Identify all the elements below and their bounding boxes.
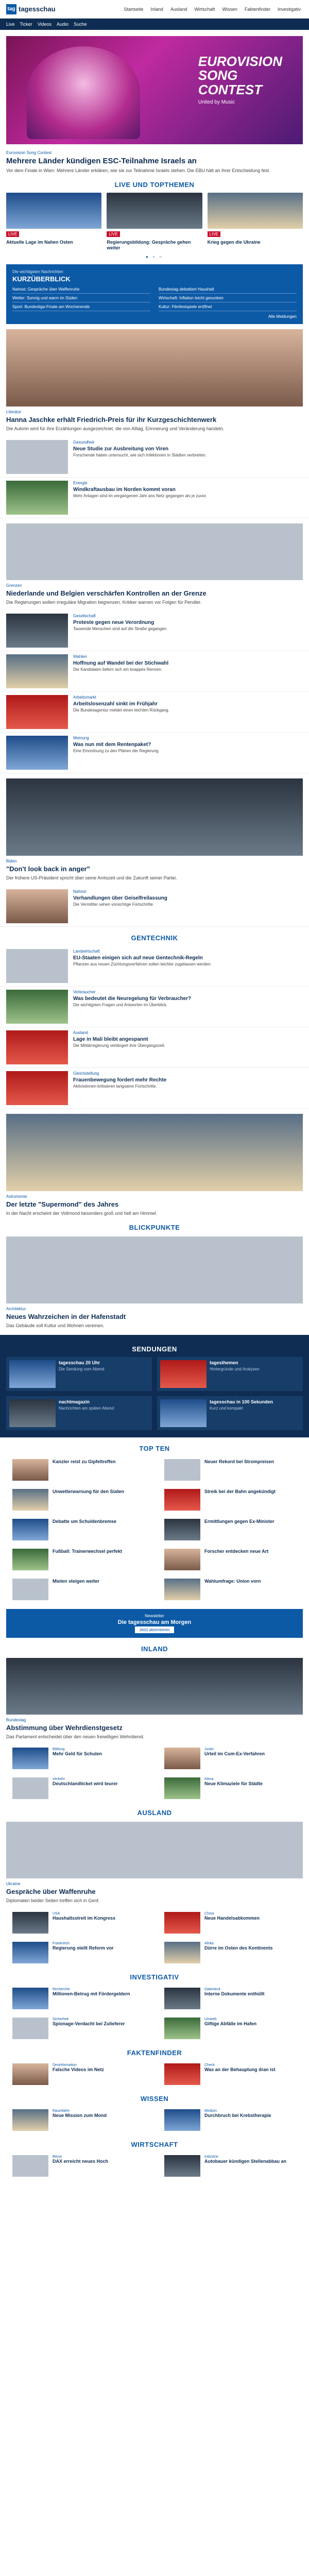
teaser-kicker: Afrika (204, 1941, 214, 1945)
top10-image (164, 1579, 200, 1600)
teaser-title: Haushaltsstreit im Kongress (53, 1915, 116, 1921)
teaser-image (164, 2155, 200, 2177)
teaser-image (6, 695, 68, 729)
teaser-title: Millionen-Betrug mit Fördergeldern (53, 1991, 130, 1996)
top10-text: Wahlumfrage: Union vorn (204, 1579, 261, 1584)
teaser-image (164, 1988, 200, 2009)
sub-nav-item[interactable]: Ticker (20, 22, 32, 27)
hero-kicker: Eurovision Song Contest (6, 150, 52, 155)
teaser-kicker: China (204, 1911, 214, 1916)
nav-item[interactable]: Wirtschaft (194, 6, 215, 12)
hero-image[interactable] (6, 36, 303, 144)
teaser-kicker: Gesundheit (73, 439, 94, 445)
inland-title: INLAND (141, 1645, 168, 1653)
teaser-image (6, 949, 68, 983)
teaser-kicker: Gleichstellung (73, 1071, 99, 1076)
blickpunkte-kicker: Architektur (6, 1307, 26, 1312)
gentechnik-title: GENTECHNIK (131, 934, 178, 942)
teaser-title: Giftige Abfälle im Hafen (204, 2021, 257, 2026)
ausland-text: Diplomaten beider Seiten treffen sich in Genf. (6, 1898, 100, 1904)
teaser-title: Interne Dokumente enthüllt (204, 1991, 265, 1996)
live-image (208, 193, 303, 229)
top-bar (0, 0, 309, 19)
teaser-text: Forschende haben untersucht, wie sich Infektionen in Städten verbreiten. (73, 452, 207, 457)
teaser-image (12, 1988, 48, 2009)
wide-image (6, 523, 303, 580)
top10-item[interactable] (158, 1576, 303, 1603)
teaser-image (6, 440, 68, 474)
wissen-item[interactable] (158, 2107, 303, 2133)
top10-image (12, 1549, 48, 1570)
sendung-sub: Hintergründe und Analysen (210, 1367, 260, 1372)
teaser-text: Tausende Menschen sind auf die Straße gegangen. (73, 626, 168, 631)
top10-text: Debatte um Schuldenbremse (53, 1519, 117, 1524)
esc-tagline: United by Music (198, 99, 235, 105)
bigstory-headline[interactable]: "Don't look back in anger" (6, 865, 90, 873)
live-badge: LIVE (6, 231, 19, 237)
stage-graphic (27, 46, 140, 139)
teaser-kicker: Bildung (53, 1748, 65, 1752)
top10-item[interactable] (6, 1516, 151, 1543)
list-item[interactable] (0, 437, 309, 478)
kurz-item[interactable]: Bundestag debattiert Haushalt (159, 287, 297, 294)
ausland-item[interactable] (6, 1909, 151, 1936)
ausland-headline[interactable]: Gespräche über Waffenruhe (6, 1888, 96, 1896)
sendung-card[interactable] (157, 1357, 303, 1391)
teaser-kicker: Check (204, 2063, 215, 2067)
blickpunkte-image (6, 1236, 303, 1303)
teaser-title: DAX erreicht neues Hoch (53, 2158, 109, 2164)
teaser-title: Neue Klimaziele für Städte (204, 1781, 263, 1787)
list-item[interactable] (0, 733, 309, 773)
teaser-text: Die Kandidaten liefern sich ein knappes Rennen. (73, 667, 163, 672)
teaser-image (12, 2063, 48, 2085)
bigstory-kicker: Biden (6, 858, 17, 863)
teaser-title: Autobauer kündigen Stellenabbau an (204, 2158, 287, 2164)
ausland-image (6, 1822, 303, 1878)
teaser-image (164, 1942, 200, 1963)
investigativ-list (0, 1985, 309, 2042)
live-section-title: LIVE UND TOPTHEMEN (114, 181, 195, 189)
top10-item[interactable] (158, 1546, 303, 1573)
teaser-kicker: Sicherheit (53, 2017, 69, 2021)
sendung-card[interactable] (157, 1396, 303, 1430)
nav-item[interactable]: Wissen (222, 6, 237, 12)
ausland-lead[interactable] (6, 1822, 303, 1904)
teaser-kicker: Desinformation (53, 2063, 77, 2067)
wide-teaser[interactable] (6, 523, 303, 605)
nav-item[interactable]: Investigativ (277, 6, 301, 12)
wide-headline[interactable]: Niederlande und Belgien verschärfen Kontrollen an der Grenze (6, 589, 207, 597)
sendung-title: tagesschau 20 Uhr (59, 1360, 100, 1366)
wissen-item[interactable] (6, 2107, 151, 2133)
faktenfinder-item[interactable] (158, 2061, 303, 2088)
live-card[interactable] (6, 193, 101, 251)
wirtschaft-item[interactable] (158, 2153, 303, 2179)
nav-item[interactable]: Inland (150, 6, 163, 12)
list-item[interactable] (0, 651, 309, 692)
teaser-kicker: Frankreich (53, 1941, 70, 1945)
teaser-title: Spionage-Verdacht bei Zulieferer (53, 2021, 125, 2026)
teaser-title[interactable]: Hoffnung auf Wandel bei der Stichwahl (73, 660, 169, 666)
teaser-kicker: Raumfahrt (53, 2109, 70, 2113)
top10-image (12, 1519, 48, 1540)
hero-headline[interactable]: Mehrere Länder kündigen ESC-Teilnahme Israels an (6, 157, 197, 165)
teaser-kicker: Verbraucher (73, 990, 96, 995)
kurz-list (12, 287, 297, 311)
top10-text: Forscher entdecken neue Art (204, 1549, 269, 1554)
teaser-title: Durchbruch bei Krebstherapie (204, 2112, 271, 2118)
top10-text: Mieten steigen weiter (53, 1579, 100, 1584)
sendungen-title: SENDUNGEN (132, 1345, 177, 1353)
teaser-image (12, 1777, 48, 1799)
teaser-text: Die Vermittler sehen vorsichtige Fortschritte. (73, 902, 154, 907)
hero-teaser[interactable] (0, 150, 309, 174)
teaser-image (6, 614, 68, 648)
banner-title: Die tagesschau am Morgen (117, 1619, 192, 1626)
teaser-kicker: Nahost (73, 889, 87, 894)
supermoon-text: In der Nacht erscheint der Vollmond besonders groß und hell am Himmel. (6, 1211, 158, 1216)
feature-image (6, 329, 303, 406)
list-item[interactable] (0, 611, 309, 651)
brand-logo[interactable] (6, 4, 56, 14)
teaser-kicker: Umwelt (204, 2017, 217, 2021)
teaser-image (6, 481, 68, 515)
teaser-text: Mehr Anlagen sind im vergangenen Jahr ans Netz gegangen als je zuvor. (73, 493, 207, 498)
teaser-image (6, 889, 68, 923)
logo-text: tagesschau (19, 5, 56, 13)
live-badge: LIVE (107, 231, 119, 237)
esc-logo (198, 55, 282, 105)
nav-item[interactable]: Startseite (124, 6, 144, 12)
esc-title-1: EUROVISION (198, 54, 282, 69)
top10-image (164, 1519, 200, 1540)
sendung-title: tagesthemen (210, 1360, 238, 1366)
teaser-image (164, 2109, 200, 2131)
banner-button[interactable]: Jetzt abonnieren (135, 1626, 174, 1633)
sendung-image (9, 1360, 56, 1388)
wide-text: Die Regierungen wollen irreguläre Migration begrenzen. Kritiker warnen vor Folgen für Pendler. (6, 599, 202, 605)
wirtschaft-title: WIRTSCHAFT (131, 2140, 178, 2148)
wide-kicker: Grenzen (6, 583, 22, 588)
top10-text: Streik bei der Bahn angekündigt (204, 1489, 276, 1495)
top10-image (12, 1489, 48, 1511)
sendungen-grid (0, 1357, 309, 1430)
list-item[interactable] (0, 1027, 309, 1068)
inland-item[interactable] (6, 1775, 151, 1802)
teaser-kicker: Industrie (204, 2155, 218, 2159)
wissen-title: WISSEN (140, 2094, 169, 2103)
bigstory-teaser[interactable] (6, 778, 303, 881)
teaser-image (12, 2018, 48, 2039)
sendung-card[interactable] (6, 1396, 152, 1430)
teaser-title[interactable]: Proteste gegen neue Verordnung (73, 619, 154, 625)
live-card-title: Aktuelle Lage im Nahen Osten (6, 240, 73, 245)
top10-text: Unwetterwarnung für den Süden (53, 1489, 125, 1495)
ausland-item[interactable] (6, 1939, 151, 1966)
sendung-image (9, 1399, 56, 1427)
wirtschaft-item[interactable] (6, 2153, 151, 2179)
top10-text: Ermittlungen gegen Ex-Minister (204, 1519, 274, 1524)
top10-image (164, 1489, 200, 1511)
top10-item[interactable] (6, 1456, 151, 1483)
sendung-card[interactable] (6, 1357, 152, 1391)
blickpunkte-text: Das Gebäude soll Kultur und Wohnen vereinen. (6, 1323, 105, 1329)
top10-text: Kanzler reist zu Gipfeltreffen (53, 1459, 116, 1465)
logo-box: tag (6, 4, 16, 14)
blickpunkte-teaser[interactable] (6, 1236, 303, 1329)
teaser-title[interactable]: Windkraftausbau im Norden kommt voran (73, 486, 176, 493)
inland-item[interactable] (6, 1745, 151, 1772)
teaser-title: Urteil im Cum-Ex-Verfahren (204, 1751, 265, 1757)
inland-headline[interactable]: Abstimmung über Wehrdienstgesetz (6, 1724, 123, 1732)
investigativ-item[interactable] (158, 1985, 303, 2012)
sendung-image (160, 1360, 207, 1388)
live-carousel (0, 193, 309, 251)
inland-text: Das Parlament entscheidet über den neuen freiwilligen Wehrdienst. (6, 1734, 145, 1740)
teaser-title: Regierung stellt Reform vor (53, 1945, 114, 1951)
teaser-title: Falsche Videos im Netz (53, 2066, 104, 2072)
inland-lead[interactable] (6, 1658, 303, 1740)
sendung-sub: Die Sendung vom Abend (59, 1367, 105, 1372)
teaser-kicker: Börse (53, 2155, 62, 2159)
sub-nav-item[interactable]: Live (6, 22, 15, 27)
feature-headline[interactable]: Hanna Jaschke erhält Friedrich-Preis für ihr Kurzgeschichtenwerk (6, 415, 217, 423)
list-item[interactable] (0, 692, 309, 733)
ausland-item[interactable] (158, 1939, 303, 1966)
top10-item[interactable] (6, 1546, 151, 1573)
inland-kicker: Bundestag (6, 1718, 26, 1723)
kurz-more-link[interactable]: Alle Meldungen (268, 314, 297, 319)
teaser-title[interactable]: Was nun mit dem Rentenpaket? (73, 741, 151, 748)
teaser-kicker: Recherche (53, 1987, 70, 1991)
teaser-kicker: Wahlen (73, 654, 87, 659)
teaser-kicker: Medizin (204, 2109, 217, 2113)
blickpunkte-title: BLICKPUNKTE (129, 1224, 180, 1232)
teaser-kicker: Datenleck (204, 1987, 221, 1991)
teaser-image (12, 1942, 48, 1963)
teaser-title: Neue Mission zum Mond (53, 2112, 107, 2118)
hero-text: Vor dem Finale in Wien: Mehrere Länder erklären, wie sie zur Teilnahme Israels stehen. Die EBU hält an ihrer Entscheidung fest. (6, 168, 270, 173)
teaser-image (6, 1071, 68, 1105)
teaser-title[interactable]: Frauenbewegung fordert mehr Rechte (73, 1077, 167, 1083)
teaser-image (164, 2018, 200, 2039)
top10-image (164, 1459, 200, 1481)
teaser-title[interactable]: Arbeitslosenzahl sinkt im Frühjahr (73, 701, 158, 707)
teaser-kicker: Gesellschaft (73, 613, 96, 618)
carousel-dots[interactable]: ● ○ ○ (146, 254, 163, 259)
top10-text: Fußball: Trainerwechsel perfekt (53, 1549, 123, 1554)
teaser-image (164, 2063, 200, 2085)
esc-title-3: CONTEST (198, 81, 262, 97)
teaser-image (6, 736, 68, 770)
supermoon-headline[interactable]: Der letzte "Supermond" des Jahres (6, 1200, 119, 1209)
teaser-image (6, 990, 68, 1024)
kurz-item[interactable]: Wetter: Sonnig und warm im Süden (12, 296, 150, 302)
list-item[interactable] (0, 946, 309, 987)
blickpunkte-headline[interactable]: Neues Wahrzeichen in der Hafenstadt (6, 1313, 126, 1321)
teaser-image (12, 2109, 48, 2131)
top10-item[interactable] (158, 1486, 303, 1513)
bigstory-image (6, 778, 303, 856)
teaser-title[interactable]: EU-Staaten einigen sich auf neue Gentechnik-Regeln (73, 955, 203, 961)
banner-kicker: Newsletter (145, 1614, 164, 1619)
teaser-image (6, 654, 68, 688)
sendung-image (160, 1399, 207, 1427)
nav-item[interactable]: Faktenfinder (244, 6, 270, 12)
wirtschaft-list (0, 2153, 309, 2179)
top10-image (12, 1459, 48, 1481)
inland-item[interactable] (158, 1745, 303, 1772)
wissen-list (0, 2107, 309, 2133)
teaser-kicker: Justiz (204, 1748, 214, 1752)
teaser-text: Aktivistinnen kritisieren langsame Fortschritte. (73, 1084, 157, 1089)
list-item[interactable] (0, 886, 309, 927)
sub-nav-item[interactable]: Suche (74, 22, 87, 27)
sub-nav (0, 19, 309, 30)
faktenfinder-item[interactable] (6, 2061, 151, 2088)
supermoon-kicker: Astronomie (6, 1194, 27, 1199)
inland-list (0, 1745, 309, 1802)
kurz-item[interactable]: Nahost: Gespräche über Waffenruhe (12, 287, 150, 294)
sendung-sub: Nachrichten am späten Abend (59, 1406, 114, 1411)
sendung-sub: Kurz und kompakt (210, 1406, 243, 1411)
live-card[interactable] (107, 193, 202, 251)
teaser-kicker: Klima (204, 1777, 214, 1782)
main-nav (122, 6, 303, 13)
list-item[interactable] (0, 987, 309, 1027)
investigativ-item[interactable] (6, 1985, 151, 2012)
teaser-title[interactable]: Lage in Mali bleibt angespannt (73, 1037, 148, 1043)
faktenfinder-title: FAKTENFINDER (127, 2048, 182, 2057)
feature-text: Die Autorin wird für ihre Erzählungen ausgezeichnet, die von Alltag, Erinnerung und Veränderung handeln. (6, 426, 225, 431)
kurz-item[interactable]: Kultur: Filmfestspiele eröffnet (159, 304, 297, 311)
top10-item[interactable] (6, 1576, 151, 1603)
teaser-kicker: USA (53, 1911, 60, 1916)
teaser-kicker: Meinung (73, 735, 89, 740)
investigativ-title: INVESTIGATIV (130, 1973, 179, 1981)
ausland-title: AUSLAND (137, 1809, 172, 1817)
live-image (6, 193, 101, 229)
teaser-image (164, 1777, 200, 1799)
top10-item[interactable] (6, 1486, 151, 1513)
teaser-title: Was an der Behauptung dran ist (204, 2066, 276, 2072)
faktenfinder-list (0, 2061, 309, 2088)
supermoon-teaser[interactable] (6, 1114, 303, 1216)
teaser-text: Die Bundesagentur meldet einen leichten Rückgang. (73, 707, 169, 713)
sub-nav-item[interactable]: Videos (37, 22, 52, 27)
top10-item[interactable] (158, 1516, 303, 1543)
esc-title-2: SONG (198, 67, 238, 83)
top10-image (12, 1579, 48, 1600)
sendung-title: nachtmagazin (59, 1399, 90, 1405)
live-image (107, 193, 202, 229)
investigativ-item[interactable] (6, 2015, 151, 2042)
teaser-title[interactable]: Neue Studie zur Ausbreitung von Viren (73, 446, 169, 452)
list-item[interactable] (0, 478, 309, 518)
ausland-list (0, 1909, 309, 1966)
top10-title: TOP TEN (139, 1445, 170, 1453)
feature-kicker: Literatur (6, 409, 22, 414)
kurz-item[interactable]: Wirtschaft: Inflation leicht gesunken (159, 296, 297, 302)
ausland-item[interactable] (158, 1909, 303, 1936)
teaser-title: Mehr Geld für Schulen (53, 1751, 102, 1757)
teaser-text: Die Militärregierung verlängert ihre Übergangszeit. (73, 1043, 165, 1048)
live-badge: LIVE (208, 231, 220, 237)
top10-item[interactable] (158, 1456, 303, 1483)
teaser-kicker: Verkehr (53, 1777, 65, 1782)
top10-text: Neuer Rekord bei Strompreisen (204, 1459, 274, 1465)
teaser-text: Pflanzen aus neuen Züchtungsverfahren sollen leichter zugelassen werden. (73, 962, 212, 967)
teaser-image (6, 1030, 68, 1064)
kurz-item[interactable]: Sport: Bundesliga-Finale am Wochenende (12, 304, 150, 311)
teaser-title: Neue Handelsabkommen (204, 1915, 260, 1921)
feature-teaser[interactable] (6, 329, 303, 432)
sub-nav-item[interactable]: Audio (57, 22, 69, 27)
sendungen-section (0, 1335, 309, 1437)
newsletter-banner (6, 1609, 303, 1638)
kurz-title: KURZÜBERBLICK (12, 275, 71, 283)
inland-image (6, 1658, 303, 1715)
live-card[interactable] (208, 193, 303, 251)
teaser-image (164, 1912, 200, 1934)
teaser-title[interactable]: Verhandlungen über Geiselfreilassung (73, 895, 167, 902)
list-item[interactable] (0, 1068, 309, 1109)
top10-image (164, 1549, 200, 1570)
teaser-title: Deutschlandticket wird teurer (53, 1781, 118, 1787)
teaser-kicker: Landwirtschaft (73, 949, 100, 954)
teaser-title[interactable]: Was bedeutet die Neuregelung für Verbraucher? (73, 996, 192, 1002)
teaser-kicker: Arbeitsmarkt (73, 694, 96, 700)
teaser-image (12, 1912, 48, 1934)
kurzueberblick-box (6, 264, 303, 324)
sendung-title: tagesschau in 100 Sekunden (210, 1399, 273, 1405)
teaser-kicker: Ausland (73, 1030, 88, 1036)
ausland-kicker: Ukraine (6, 1882, 21, 1887)
live-card-title: Krieg gegen die Ukraine (207, 240, 261, 245)
teaser-image (12, 2155, 48, 2177)
bigstory-text: Der frühere US-Präsident spricht über seine Amtszeit und die Zukunft seiner Partei. (6, 875, 177, 880)
nav-item[interactable]: Ausland (170, 6, 187, 12)
teaser-kicker: Energie (73, 480, 88, 485)
live-card-title: Regierungsbildung: Gespräche gehen weiter (107, 240, 191, 251)
teaser-image (164, 1748, 200, 1769)
teaser-image (12, 1748, 48, 1769)
top10-list (0, 1456, 309, 1603)
kurz-kicker: Die wichtigsten Nachrichten (12, 269, 63, 274)
teaser-text: Die wichtigsten Fragen und Antworten im Überblick. (73, 1003, 168, 1008)
inland-item[interactable] (158, 1775, 303, 1802)
supermoon-image (6, 1114, 303, 1191)
teaser-text: Eine Einordnung zu den Plänen der Regierung. (73, 748, 160, 753)
investigativ-item[interactable] (158, 2015, 303, 2042)
teaser-title: Dürre im Osten des Kontinents (204, 1945, 273, 1951)
